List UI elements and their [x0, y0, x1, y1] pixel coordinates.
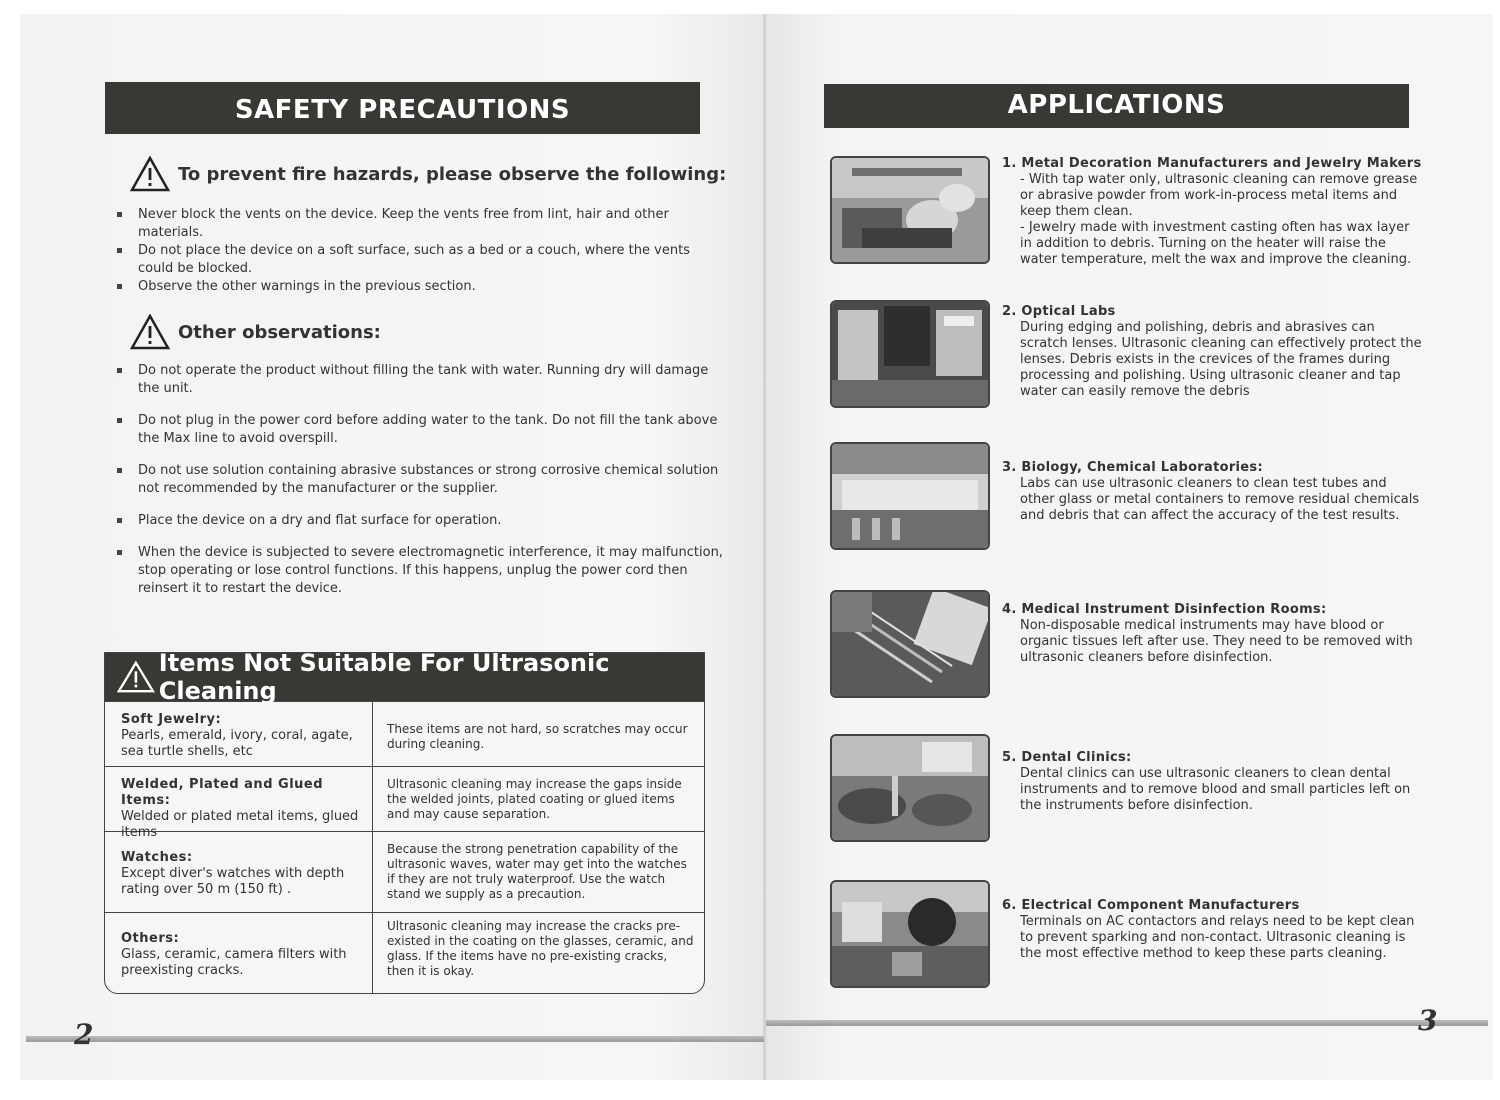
item-label: Watches:	[121, 850, 193, 865]
application-description: Labs can use ultrasonic cleaners to clean test tubes and other glass or metal containers to remove residual chemicals and debris that can affect the accuracy of the test results.	[1020, 476, 1420, 523]
application-item	[830, 300, 1480, 412]
application-text	[1002, 156, 1422, 268]
item-description: Pearls, emerald, ivory, coral, agate, sea turtle shells, etc	[121, 728, 353, 759]
table-cell-item	[105, 832, 373, 912]
item-label: Welded, Plated and Glued Items:	[121, 777, 324, 808]
application-item	[830, 734, 1480, 846]
application-description: - Jewelry made with investment casting often has wax layer in addition to debris. Turning on the heater will raise the water temperature, melt the wax and improve the cleaning.	[1020, 220, 1412, 267]
table-cell-item	[105, 702, 373, 766]
item-label: Soft Jewelry:	[121, 712, 222, 727]
application-item	[830, 156, 1480, 268]
electrical-workshop-photo	[830, 880, 990, 988]
fire-hazards-list	[114, 206, 724, 296]
table-cell-note: Ultrasonic cleaning may increase the cracks pre-existed in the coating on the glasses, ceramic, and glass. If the items have no pre-existing cracks, then it is okay.	[387, 919, 694, 978]
application-title: 4. Medical Instrument Disinfection Rooms:	[1002, 602, 1327, 617]
optical-store-photo	[830, 300, 990, 408]
list-item: Do not use solution containing abrasive substances or strong corrosive chemical solution not recommended by the manufacturer or the supplier.	[114, 462, 724, 498]
table-row	[105, 701, 704, 766]
laboratory-photo	[830, 442, 990, 550]
application-title: 6. Electrical Component Manufacturers	[1002, 898, 1300, 913]
application-description: Terminals on AC contactors and relays need to be kept clean to prevent sparking and non-contact. Ultrasonic cleaning is the most effective method to keep these parts cleaning.	[1020, 914, 1415, 961]
application-text	[1002, 898, 1422, 962]
application-text	[1002, 460, 1422, 524]
jewelry-workbench-photo	[830, 156, 990, 264]
table-title: Items Not Suitable For Ultrasonic Cleaning	[158, 652, 610, 705]
table-cell-note: Ultrasonic cleaning may increase the gaps inside the welded joints, plated coating or glued items and may cause separation.	[387, 777, 682, 821]
fire-hazards-heading	[130, 156, 726, 192]
application-title: 5. Dental Clinics:	[1002, 750, 1132, 765]
unsuitable-items-table	[104, 652, 705, 994]
application-title: 1. Metal Decoration Manufacturers and Jewelry Makers	[1002, 156, 1422, 171]
warning-triangle-icon	[130, 314, 170, 350]
application-text	[1002, 750, 1422, 814]
page-number-left: 2	[74, 1018, 94, 1051]
warning-triangle-icon	[117, 660, 155, 694]
table-cell-note: These items are not hard, so scratches may occur during cleaning.	[387, 722, 688, 751]
list-item: Observe the other warnings in the previous section.	[114, 278, 724, 296]
medical-instruments-photo	[830, 590, 990, 698]
other-observations-heading-text: Other observations:	[178, 321, 381, 343]
application-description: During edging and polishing, debris and abrasives can scratch lenses. Ultrasonic cleaning can effectively protect the lenses. Debris exists in the crevices of the frames during processing and polishing. Using ultrasonic cleaner and tap water can easily remove the debris	[1020, 320, 1422, 399]
applications-banner: APPLICATIONS	[824, 84, 1409, 128]
table-title-bar	[105, 652, 704, 705]
fire-hazards-heading-text: To prevent fire hazards, please observe the following:	[178, 163, 727, 185]
table-row	[105, 912, 704, 994]
table-row	[105, 831, 704, 912]
application-description: Non-disposable medical instruments may have blood or organic tissues left after use. They need to be removed with ultrasonic cleaners before disinfection.	[1020, 618, 1413, 665]
list-item: Do not plug in the power cord before adding water to the tank. Do not fill the tank above the Max line to avoid overspill.	[114, 412, 724, 448]
list-item: When the device is subjected to severe electromagnetic interference, it may malfunction, stop operating or lose control functions. If this happens, unplug the power cord then reinsert it to restart the device.	[114, 544, 724, 598]
application-title: 3. Biology, Chemical Laboratories:	[1002, 460, 1263, 475]
application-title: 2. Optical Labs	[1002, 304, 1116, 319]
item-label: Others:	[121, 931, 180, 946]
footer-rule-left	[26, 1036, 764, 1042]
other-observations-heading	[130, 314, 381, 350]
page-number-right: 3	[1418, 1004, 1438, 1037]
other-observations-list	[114, 362, 724, 598]
item-description: Welded or plated metal items, glued items	[121, 809, 359, 840]
table-row	[105, 766, 704, 840]
application-description: Dental clinics can use ultrasonic cleaners to clean dental instruments and to remove blood and small particles left on the instruments before disinfection.	[1020, 766, 1411, 813]
footer-rule-right	[766, 1020, 1488, 1026]
table-cell-item	[105, 767, 373, 840]
warning-triangle-icon	[130, 156, 170, 192]
list-item: Do not operate the product without filling the tank with water. Running dry will damage the unit.	[114, 362, 724, 398]
list-item: Never block the vents on the device. Keep the vents free from lint, hair and other materials.	[114, 206, 724, 242]
application-item	[830, 442, 1480, 554]
application-item	[830, 880, 1480, 992]
list-item: Do not place the device on a soft surface, such as a bed or a couch, where the vents could be blocked.	[114, 242, 724, 278]
book-gutter	[763, 14, 766, 1080]
list-item: Place the device on a dry and flat surface for operation.	[114, 512, 724, 530]
application-text	[1002, 602, 1422, 666]
safety-precautions-banner: SAFETY PRECAUTIONS	[105, 82, 700, 134]
dental-clinic-photo	[830, 734, 990, 842]
table-cell-item	[105, 913, 373, 994]
item-description: Glass, ceramic, camera filters with preexisting cracks.	[121, 947, 347, 978]
application-item	[830, 590, 1480, 702]
item-description: Except diver's watches with depth rating over 50 m (150 ft) .	[121, 866, 345, 897]
application-description: - With tap water only, ultrasonic cleaning can remove grease or abrasive powder from work-in-process metal items and keep them clean.	[1020, 172, 1418, 219]
application-text	[1002, 304, 1422, 400]
table-cell-note: Because the strong penetration capability of the ultrasonic waves, water may get into the watches if they are not truly waterproof. Use the watch stand we supply as a precaution.	[387, 842, 687, 901]
